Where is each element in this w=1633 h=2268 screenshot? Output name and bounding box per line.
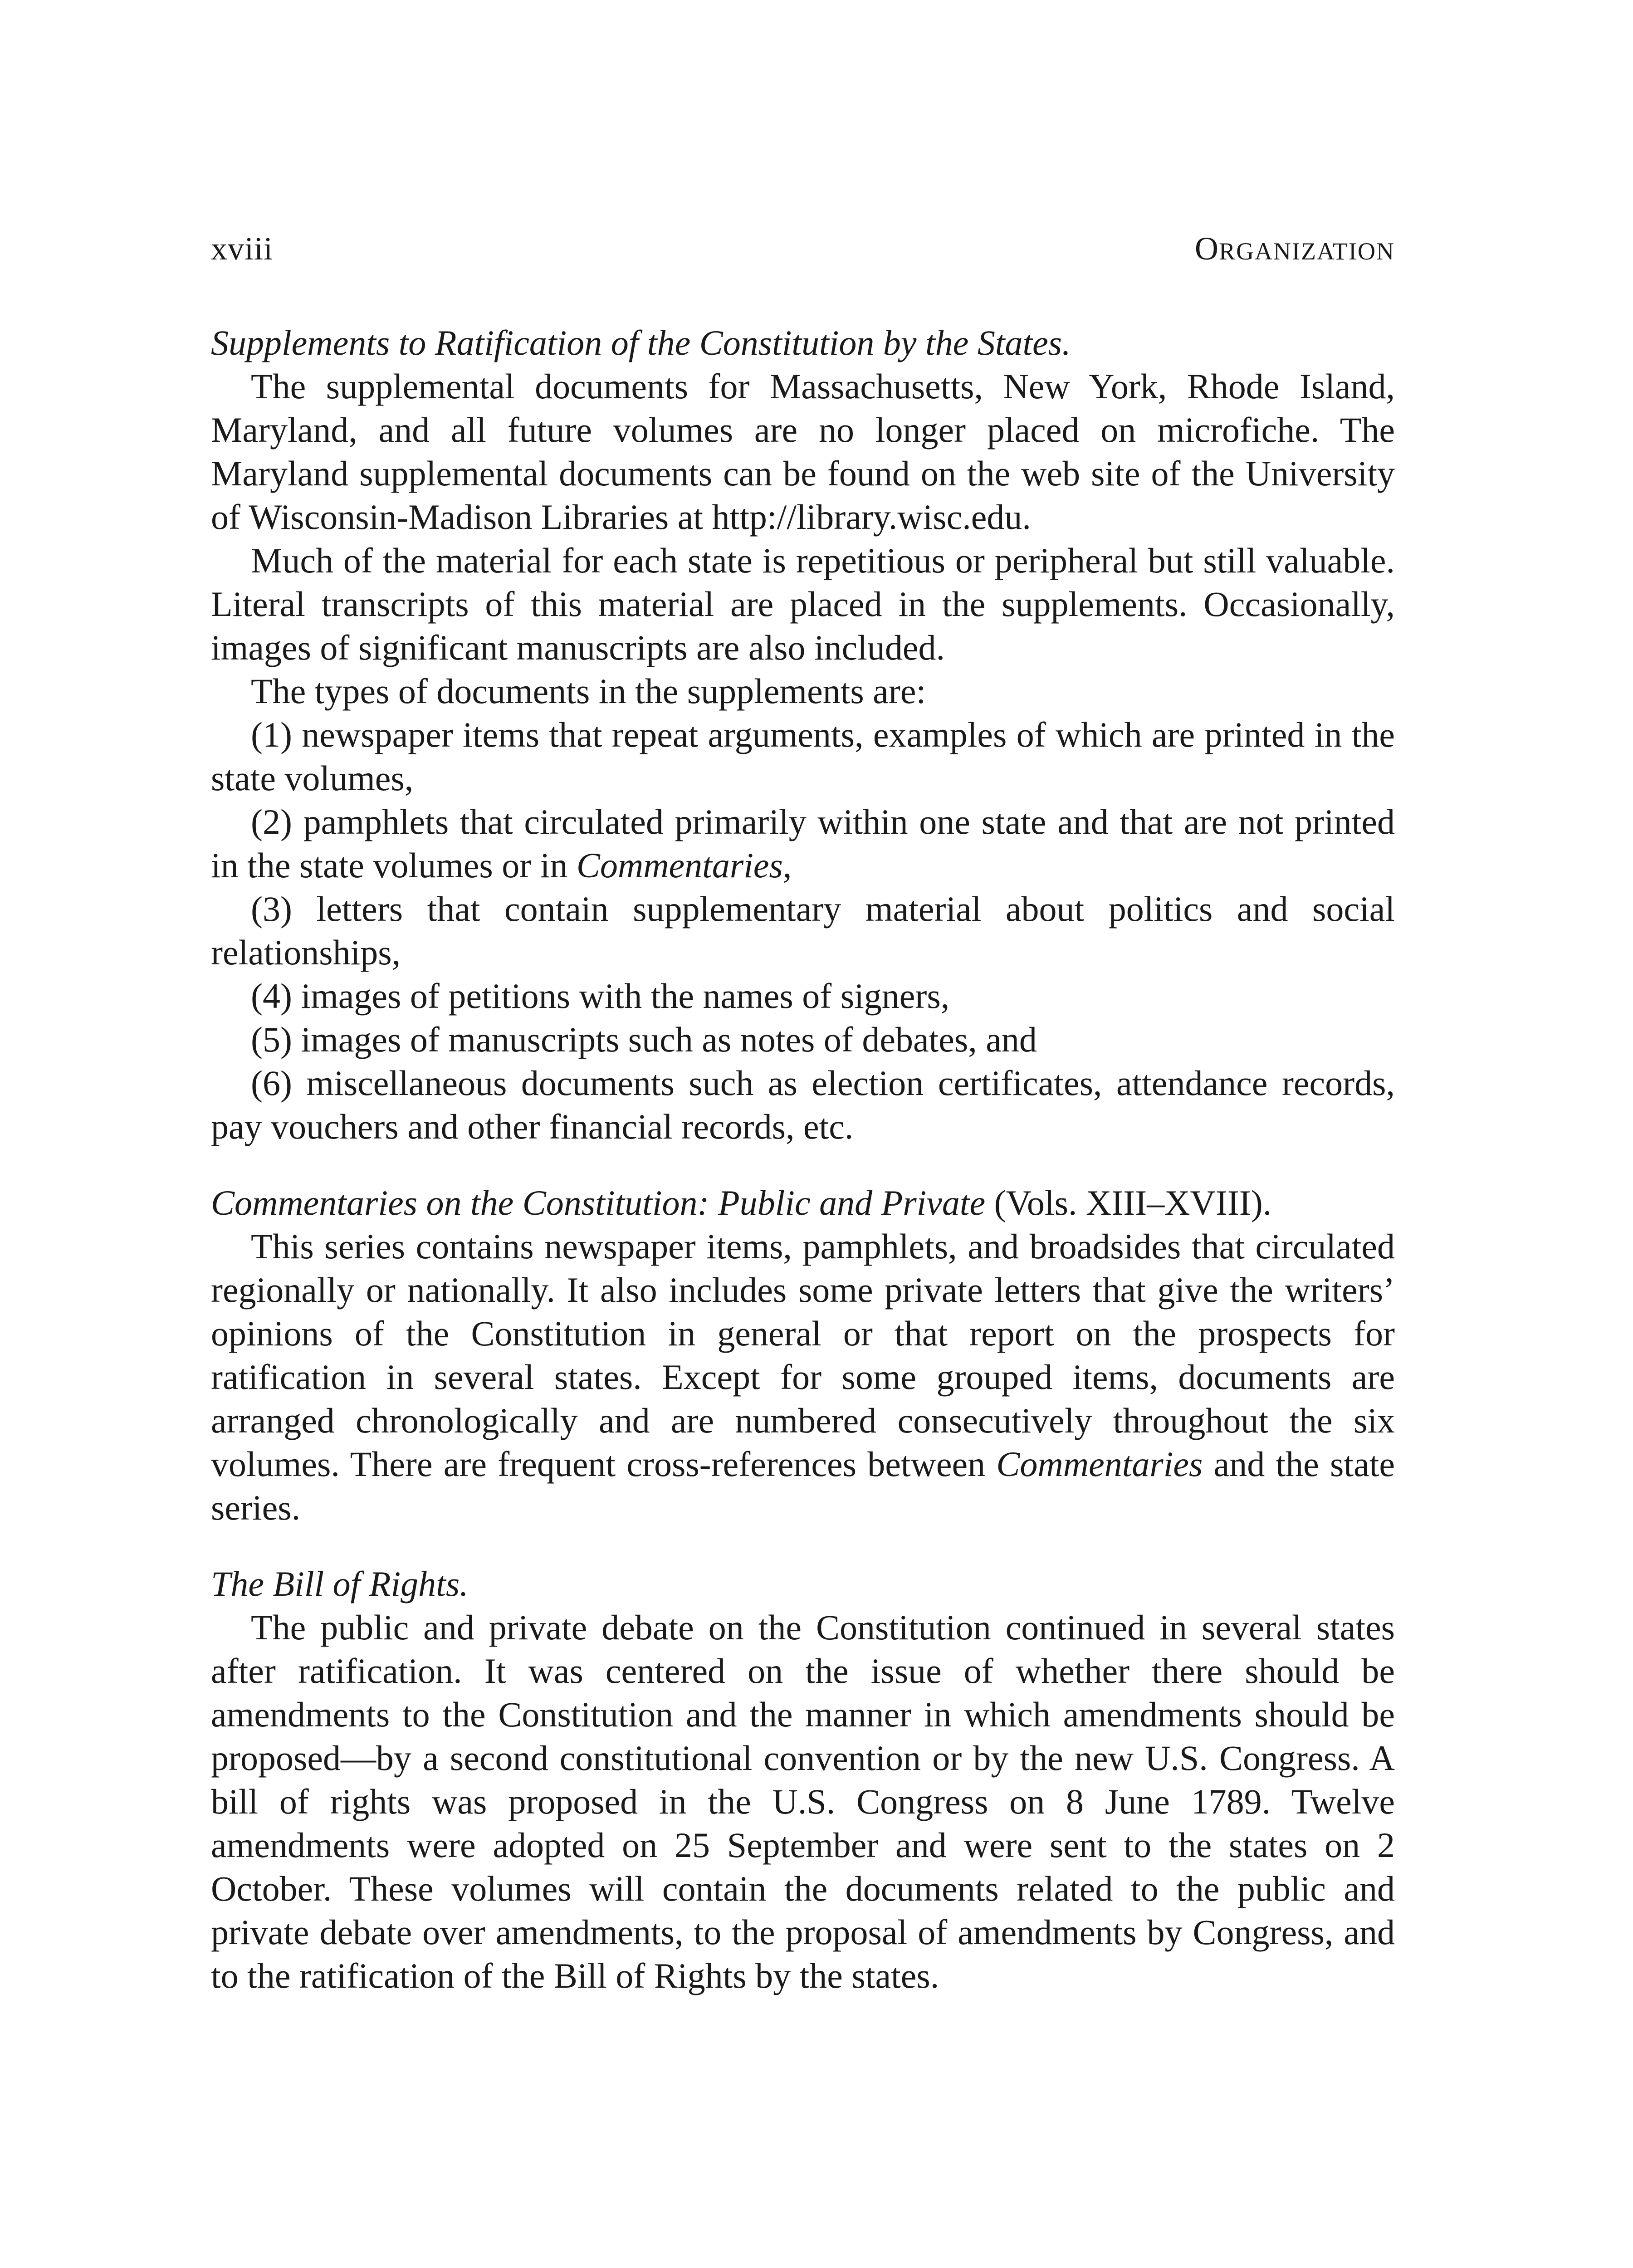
running-head xyxy=(1195,227,1395,273)
list-item xyxy=(211,800,1395,887)
section-heading-supplements: Supplements to Ratification of the Constitution by the States. xyxy=(211,323,1071,362)
section-bill-of-rights xyxy=(211,1562,1395,1998)
running-head-rest: RGANIZATION xyxy=(1219,238,1395,265)
section-commentaries xyxy=(211,1181,1395,1530)
page-header xyxy=(211,227,1395,270)
paragraph-text: This series contains newspaper items, pamphlets, and broadsides that circulated regionally or nationally. It also includes some private letters that give the writers’ opinions of the Constitution in general or that report on the prospects for ratification in several states. Except for some grouped items, documents are arranged chronologically and are numbered consecutively throughout the six volumes. There are frequent cross-references between xyxy=(211,1227,1395,1484)
list-item-text-end: , xyxy=(782,846,792,885)
section-supplements xyxy=(211,321,1395,1149)
list-item-italic: Commentaries xyxy=(576,846,783,885)
paragraph-text-end: and the state series. xyxy=(211,1444,1395,1527)
document-page xyxy=(211,227,1395,1998)
list-item: (6) miscellaneous documents such as election certificates, attendance records, pay vouchers and other financial records, etc. xyxy=(211,1063,1395,1146)
paragraph xyxy=(211,1225,1395,1530)
list-item: (5) images of manuscripts such as notes of debates, and xyxy=(251,1020,1037,1059)
page-number: xviii xyxy=(211,230,274,267)
list-item: (4) images of petitions with the names of signers, xyxy=(251,976,950,1016)
running-head-initial: O xyxy=(1195,230,1219,267)
paragraph: Much of the material for each state is repetitious or peripheral but still valuable. Literal transcripts of this material are placed in the supplements. Occasionally, images of significant manuscripts are also included. xyxy=(211,541,1395,667)
heading-italic: Commentaries on the Constitution: Public and Private xyxy=(211,1183,986,1222)
section-heading-commentaries xyxy=(211,1181,1395,1225)
section-heading-bill-of-rights: The Bill of Rights. xyxy=(211,1564,469,1603)
paragraph: The types of documents in the supplements are: xyxy=(251,671,926,711)
list-item: (3) letters that contain supplementary material about politics and social relationships, xyxy=(211,889,1395,972)
heading-roman: (Vols. XIII–XVIII). xyxy=(985,1183,1272,1222)
list-item: (1) newspaper items that repeat arguments, examples of which are printed in the state volumes, xyxy=(211,715,1395,798)
paragraph: The supplemental documents for Massachusetts, New York, Rhode Island, Maryland, and all future volumes are no longer placed on microfiche. The Maryland supplemental documents can be found on the web site of the University of Wisconsin-Madison Libraries at http://library.wisc.edu. xyxy=(211,367,1395,537)
paragraph-italic: Commentaries xyxy=(996,1444,1203,1484)
list-item-text: (2) pamphlets that circulated primarily within one state and that are not printed in the state volumes or in xyxy=(211,802,1395,885)
paragraph: The public and private debate on the Constitution continued in several states after ratification. It was centered on the issue of whether there should be amendments to the Constitution and the manner in which amendments should be proposed—by a second constitutional convention or by the new U.S. Congress. A bill of rights was proposed in the U.S. Congress on 8 June 1789. Twelve amendments were adopted on 25 September and were sent to the states on 2 October. These volumes will contain the documents related to the public and private debate over amendments, to the proposal of amendments by Congress, and to the ratification of the Bill of Rights by the states. xyxy=(211,1608,1395,1995)
